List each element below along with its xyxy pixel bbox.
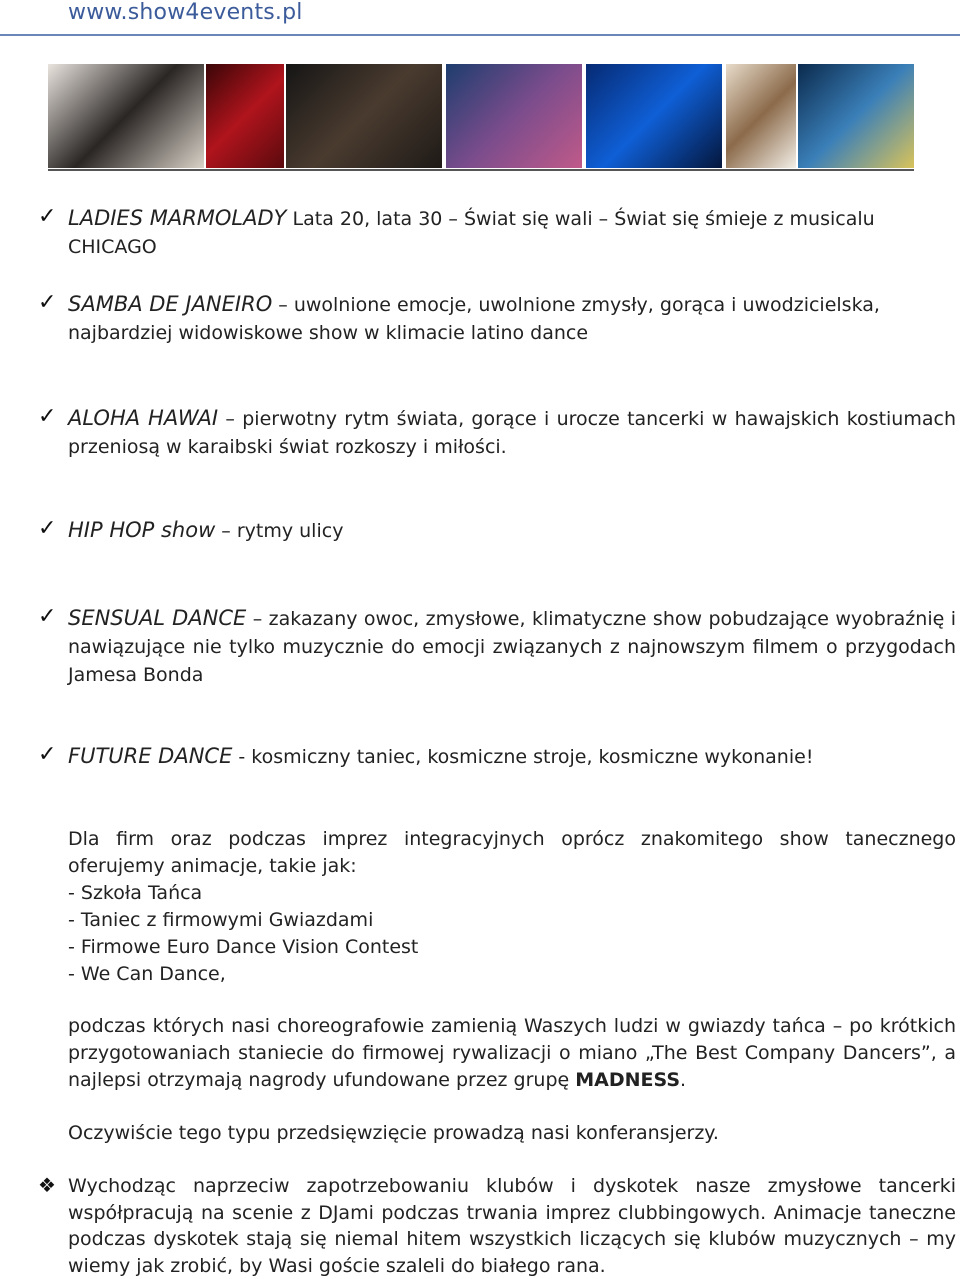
item-text bbox=[68, 290, 956, 347]
site-url-link[interactable]: www.show4events.pl bbox=[68, 0, 303, 25]
photo-dancers-group bbox=[286, 64, 442, 168]
competition-end: . bbox=[680, 1069, 687, 1091]
brand-name: MADNESS bbox=[575, 1069, 681, 1091]
animation-list-item: - Taniec z firmowymi Gwiazdami bbox=[68, 909, 374, 931]
item-text bbox=[68, 516, 956, 545]
animation-list-item: - Szkoła Tańca bbox=[68, 882, 203, 904]
item-description: - kosmiczny taniec, kosmiczne stroje, kosmiczne wykonanie! bbox=[232, 746, 814, 768]
item-description: – pierwotny rytm świata, gorące i urocze tancerki w hawajskich kostiumach przeniosą w karaibski świat rozkoszy i miłości. bbox=[68, 408, 956, 458]
checkmark-icon: ✓ bbox=[38, 290, 57, 315]
checkmark-icon: ✓ bbox=[38, 516, 57, 541]
animation-list-item: - Firmowe Euro Dance Vision Contest bbox=[68, 936, 419, 958]
item-title: SAMBA DE JANEIRO bbox=[68, 292, 273, 316]
competition-paragraph bbox=[68, 1013, 956, 1094]
item-title: FUTURE DANCE bbox=[68, 744, 233, 768]
item-description: – rytmy ulicy bbox=[215, 520, 344, 542]
photo-future-dance bbox=[586, 64, 722, 168]
clubs-paragraph bbox=[68, 1173, 956, 1279]
item-description: Lata 20, lata 30 – Świat się wali – Świat się śmieje z musicalu CHICAGO bbox=[68, 208, 875, 258]
header-divider bbox=[0, 34, 960, 36]
page-header bbox=[0, 0, 960, 36]
item-title: HIP HOP show bbox=[68, 518, 216, 542]
photo-ladies-marmolady bbox=[48, 64, 204, 168]
item-title: ALOHA HAWAI bbox=[68, 406, 219, 430]
photo-red-stage bbox=[206, 64, 284, 168]
photo-feather-showgirls bbox=[726, 64, 796, 168]
item-text bbox=[68, 604, 956, 689]
photo-strip-divider bbox=[48, 169, 914, 171]
photo-strip bbox=[48, 64, 914, 168]
item-title: SENSUAL DANCE bbox=[68, 606, 247, 630]
animations-intro bbox=[68, 826, 956, 988]
checkmark-icon: ✓ bbox=[38, 604, 57, 629]
item-description: – uwolnione emocje, uwolnione zmysły, gorąca i uwodzicielska, najbardziej widowiskowe show w klimacie latino dance bbox=[68, 294, 880, 344]
competition-text: podczas których nasi choreografowie zamienią Waszych ludzi w gwiazdy tańca – po krótkich przygotowaniach staniecie do firmowej rywalizacji o miano „The Best Company Dancers”, a najlepsi otrzymają nagrody ufundowane przez grupę bbox=[68, 1015, 956, 1091]
diamond-bullet-icon: ❖ bbox=[38, 1173, 56, 1197]
photo-samba-carnival bbox=[446, 64, 582, 168]
item-description: – zakazany owoc, zmysłowe, klimatyczne show pobudzające wyobraźnię i nawiązujące nie tylko muzycznie do emocji związanych z najnowszym filmem o przygodach Jamesa Bonda bbox=[68, 608, 956, 686]
checkmark-icon: ✓ bbox=[38, 204, 57, 229]
clubs-text: Wychodząc naprzeciw zapotrzebowaniu klubów i dyskotek nasze zmysłowe tancerki współpracują na scenie z DJami podczas trwania imprez clubbingowych. Animacje taneczne podczas dyskotek stają się niemal hitem wszystkich liczących się klubów muzycznych – my wiemy jak zrobić, by Wasi goście szaleli do białego rana. bbox=[68, 1175, 956, 1277]
hosts-paragraph bbox=[68, 1120, 956, 1147]
animation-list-item: - We Can Dance, bbox=[68, 963, 226, 985]
checkmark-icon: ✓ bbox=[38, 404, 57, 429]
intro-text: Dla firm oraz podczas imprez integracyjnych oprócz znakomitego show tanecznego oferujemy animacje, takie jak: bbox=[68, 828, 956, 877]
item-text bbox=[68, 204, 956, 261]
hosts-text: Oczywiście tego typu przedsięwzięcie prowadzą nasi konferansjerzy. bbox=[68, 1122, 719, 1144]
photo-stage-lights bbox=[798, 64, 914, 168]
item-title: LADIES MARMOLADY bbox=[68, 206, 287, 230]
item-text bbox=[68, 404, 956, 461]
item-text bbox=[68, 742, 956, 771]
checkmark-icon: ✓ bbox=[38, 742, 57, 767]
